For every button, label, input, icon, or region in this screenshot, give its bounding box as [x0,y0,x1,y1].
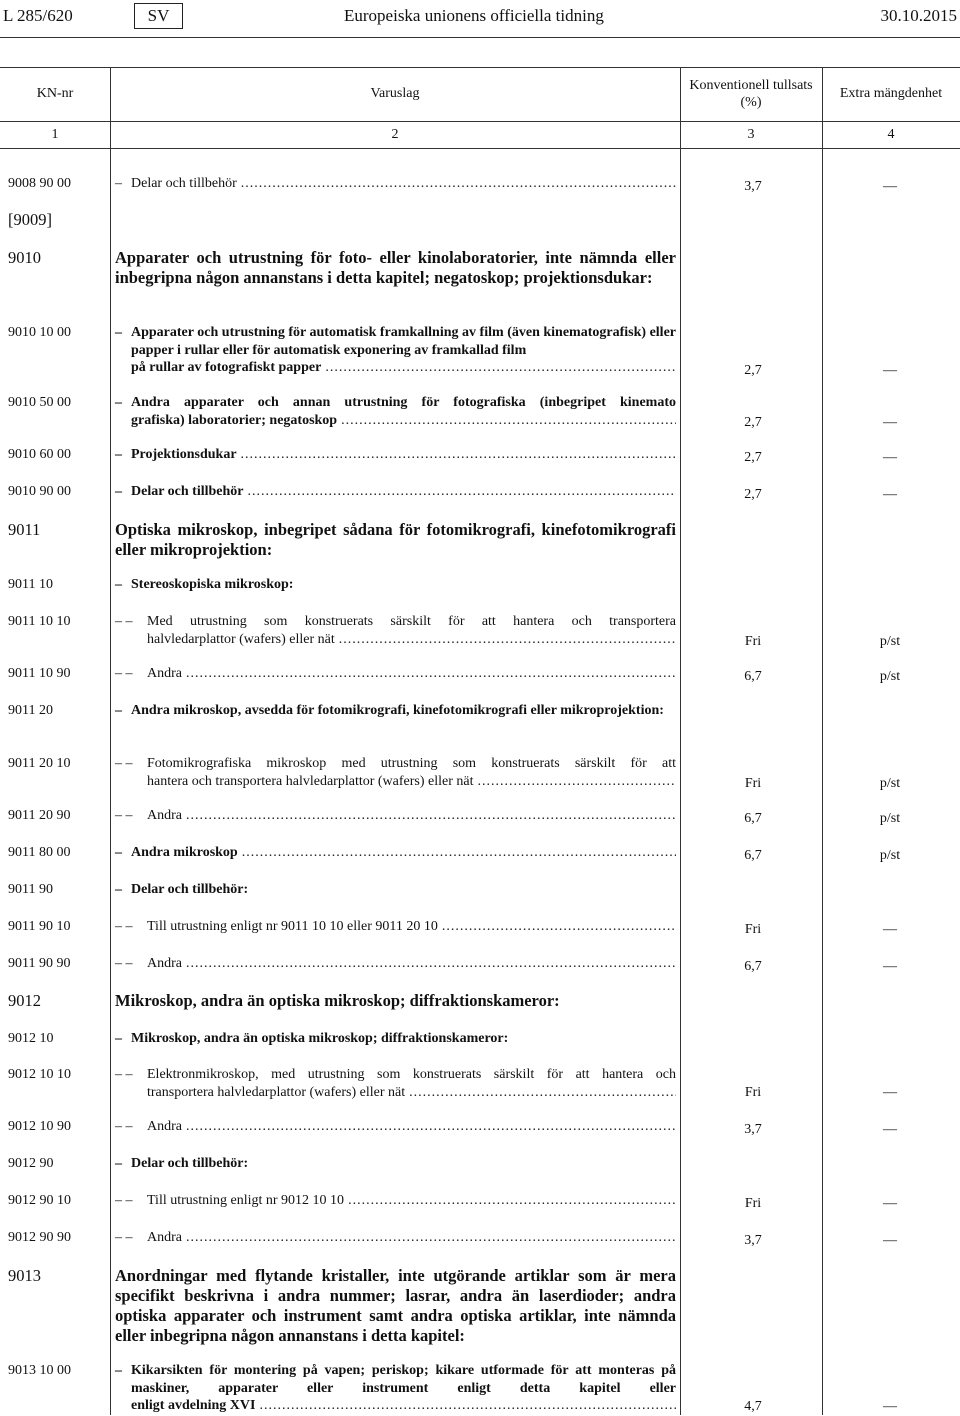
description-line: Andra mikroskop, avsedda för fotomikrografi, kinefotomikrografi eller mikroprojektion: [131,703,664,718]
supplementary-unit: — [883,487,897,502]
duty-rate: 6,7 [744,669,762,684]
kn-code: 9010 50 00 [8,395,71,410]
description: – – Andra ..... [115,1118,676,1136]
kn-code: 9011 90 10 [8,919,71,934]
dot-leader [442,918,676,936]
dot-leader [242,844,676,862]
kn-code: 9012 90 90 [8,1230,71,1245]
description-line: Andra [147,808,182,823]
description: – Andra mikroskop ..... [115,844,676,862]
kn-code: 9011 90 [8,882,53,897]
duty-rate: 2,7 [744,487,762,502]
duty-rate: Fri [744,1196,762,1211]
kn-code: 9011 20 10 [8,756,71,771]
description: – – Andra ..... [115,955,676,973]
col-number-4: 4 [887,127,895,142]
dot-leader [186,1118,676,1136]
description: – Delar och tillbehör ..... [115,175,676,193]
kn-code: 9013 10 00 [8,1363,71,1378]
supplementary-unit: — [883,179,897,194]
dot-leader [339,631,676,649]
description-line: Delar och tillbehör: [131,1156,249,1171]
journal-title: Europeiska unionens officiella tidning [344,6,604,25]
kn-code: 9012 10 [8,1031,54,1046]
table-top-rule [0,67,960,68]
duty-rate: Fri [744,1085,762,1100]
duty-rate: 2,7 [744,363,762,378]
dot-leader [348,1192,676,1210]
kn-code: 9010 [8,248,41,267]
duty-rate: Fri [744,922,762,937]
description: – – Till utrustning enligt nr 9012 10 10 ..... [115,1192,676,1210]
description: – Andra mikroskop, avsedda för fotomikrografi, kinefotomikrografi eller mikroprojektion: [115,702,676,720]
description-line: Projektionsdukar [131,447,237,462]
kn-code: 9012 [8,991,41,1010]
description-line: Elektronmikroskop, med utrustning som konstruerats särskilt för att hantera och [147,1067,676,1082]
description-line: Delar och tillbehör [131,176,237,191]
dot-leader [186,1229,676,1247]
supplementary-unit: — [883,1399,897,1414]
duty-rate: Fri [744,634,762,649]
kn-code: 9012 90 [8,1156,54,1171]
col-number-2: 2 [391,127,399,142]
description: – – Med utrustning som konstruerats särskilt för att hantera och transportera halvledarplattor (wafers) eller nät ..... [115,613,676,648]
description-line: Fotomikrografiska mikroskop med utrustning som konstruerats särskilt för att [147,756,676,771]
header-rule [0,37,960,38]
description-line: Andra [147,956,182,971]
description: – – Fotomikrografiska mikroskop med utrustning som konstruerats särskilt för att hantera och transportera halvledarplattor (wafers) eller nät ..... [115,755,676,790]
supplementary-unit: p/st [879,669,901,684]
description-line: Delar och tillbehör: [131,882,249,897]
description: – – Andra ..... [115,807,676,825]
description: – Andra apparater och annan utrustning för fotografiska (inbegripet kinemato grafiska) laboratorier; negatoskop ..... [115,394,676,429]
description-line: Till utrustning enligt nr 9012 10 10 [147,1193,345,1208]
supplementary-unit: p/st [879,811,901,826]
description-line: Andra [147,1230,182,1245]
description-line: Stereoskopiska mikroskop: [131,577,294,592]
description-line: Andra [147,666,182,681]
description-line: Andra apparater och annan utrustning för fotografiska (inbegripet kinemato [131,395,676,410]
kn-code: 9012 10 10 [8,1067,71,1082]
dot-leader [241,175,676,193]
duty-rate: 3,7 [744,1233,762,1248]
supplementary-unit: — [883,1196,897,1211]
description: – Kikarsikten för montering på vapen; periskop; kikare utformade för att monteras på maskiner, apparater eller instrument enligt detta kapitel eller enligt avdelning XVI ..... [115,1362,676,1415]
description: – Delar och tillbehör ..... [115,483,676,501]
duty-rate: 4,7 [744,1399,762,1414]
duty-rate: 2,7 [744,415,762,430]
dot-leader [241,446,676,464]
duty-rate: 3,7 [744,1122,762,1137]
description: Optiska mikroskop, inbegripet sådana för fotomikrografi, kinefotomikrografi eller mikroprojektion: [115,520,676,559]
header-duty-line1: Konventionell tullsats [689,78,813,93]
duty-rate: 6,7 [744,811,762,826]
supplementary-unit: — [883,959,897,974]
col-number-1: 1 [51,127,59,142]
description: – Delar och tillbehör: [115,882,249,897]
kn-code: 9013 [8,1266,41,1285]
supplementary-unit: p/st [879,848,901,863]
dot-leader [248,483,676,501]
page-reference: L 285/620 [3,6,73,25]
description: Apparater och utrustning för foto- eller kinolaboratorier, inte nämnda eller inbegripna någon annanstans i detta kapitel; negatoskop; projektionsdukar: [115,248,676,287]
kn-code: 9011 90 90 [8,956,71,971]
kn-code: 9010 60 00 [8,447,71,462]
supplementary-unit: — [883,1122,897,1137]
col-divider [680,149,681,1415]
description-line: Med utrustning som konstruerats särskilt för att hantera och transportera [147,614,676,629]
description: – – Andra ..... [115,665,676,683]
description: – – Elektronmikroskop, med utrustning som konstruerats särskilt för att hantera och transportera halvledarplattor (wafers) eller nät ..... [115,1066,676,1101]
supplementary-unit: — [883,922,897,937]
duty-rate: Fri [744,776,762,791]
duty-rate: 2,7 [744,450,762,465]
description-line: hantera och transportera halvledarplattor (wafers) eller nät [147,773,474,789]
kn-code: 9010 90 00 [8,484,71,499]
description-line: grafiska) laboratorier; negatoskop [131,412,338,428]
header-duty-line2: (%) [740,95,762,110]
kn-code: 9012 10 90 [8,1119,71,1134]
header-kn-nr: KN-nr [36,86,74,101]
dot-leader [409,1084,676,1102]
dot-leader [325,359,676,377]
col-divider [110,149,111,1415]
header-unit: Extra mängdenhet [839,86,943,101]
description-line: enligt avdelning XVI [131,1398,256,1413]
description: – Delar och tillbehör: [115,1156,249,1171]
kn-code: 9011 10 [8,577,53,592]
supplementary-unit: — [883,415,897,430]
dot-leader [341,412,676,430]
kn-code: 9011 10 10 [8,614,71,629]
header-duty [680,77,822,111]
description-line: Andra mikroskop [131,845,238,860]
description: – Mikroskop, andra än optiska mikroskop; diffraktionskameror: [115,1031,509,1046]
col-number-3: 3 [747,127,755,142]
kn-code: 9011 [8,520,41,539]
description: – Stereoskopiska mikroskop: [115,577,294,592]
kn-code: [9009] [8,210,52,229]
description-line: Delar och tillbehör [131,484,244,499]
kn-code: 9010 10 00 [8,325,71,340]
dot-leader [186,665,676,683]
kn-code: 9011 20 [8,703,53,718]
dot-leader [186,807,676,825]
supplementary-unit: — [883,1233,897,1248]
table-header-rule [0,121,960,122]
table-header [0,67,960,149]
description: – – Till utrustning enligt nr 9011 10 10 eller 9011 20 10 ..... [115,918,676,936]
kn-code: 9012 90 10 [8,1193,71,1208]
dot-leader [186,955,676,973]
description: – – Andra ..... [115,1229,676,1247]
kn-code: 9011 80 00 [8,845,71,860]
description-line: Kikarsikten för montering på vapen; periskop; kikare utformade för att monteras på maskiner, apparater eller instrument enligt detta kapitel eller [131,1363,676,1396]
supplementary-unit: — [883,450,897,465]
description: – Apparater och utrustning för automatisk framkallning av film (även kinematografisk) eller papper i rullar eller för automatisk exponering av framkallad film på rullar av fotografiskt papper ..... [115,324,676,377]
supplementary-unit: p/st [879,776,901,791]
kn-code: 9011 10 90 [8,666,71,681]
publication-date: 30.10.2015 [880,6,957,25]
description-line: Till utrustning enligt nr 9011 10 10 eller 9011 20 10 [147,919,438,934]
description: – Projektionsdukar ..... [115,446,676,464]
supplementary-unit: p/st [879,634,901,649]
language-badge: SV [134,3,183,29]
page-header [0,0,960,38]
kn-code: 9011 20 90 [8,808,71,823]
description-line: halvledarplattor (wafers) eller nät [147,631,335,647]
dot-leader [478,773,677,791]
header-varuslag: Varuslag [370,86,420,101]
description-line: Apparater och utrustning för automatisk framkallning av film (även kinematografisk) eller papper i rullar eller för automatisk exponering av framkallad film [131,325,676,358]
supplementary-unit: — [883,363,897,378]
supplementary-unit: — [883,1085,897,1100]
description-line: transportera halvledarplattor (wafers) eller nät [147,1084,406,1100]
duty-rate: 6,7 [744,848,762,863]
description: Anordningar med flytande kristaller, inte utgörande artiklar som är mera specifikt beskrivna i andra nummer; lasrar, andra än laserdioder; andra optiska apparater och instrument samt andra optiska artiklar, inte nämnda eller inbegripna någon annanstans i detta kapitel: [115,1266,676,1345]
kn-code: 9008 90 00 [8,176,71,191]
table-number-rule [0,148,960,149]
duty-rate: 3,7 [744,179,762,194]
dot-leader [259,1397,676,1415]
description: Mikroskop, andra än optiska mikroskop; diffraktionskameror: [115,991,560,1010]
description-line: på rullar av fotografiskt papper [131,360,322,375]
duty-rate: 6,7 [744,959,762,974]
description-line: Mikroskop, andra än optiska mikroskop; diffraktionskameror: [131,1031,509,1046]
description-line: Andra [147,1119,182,1134]
